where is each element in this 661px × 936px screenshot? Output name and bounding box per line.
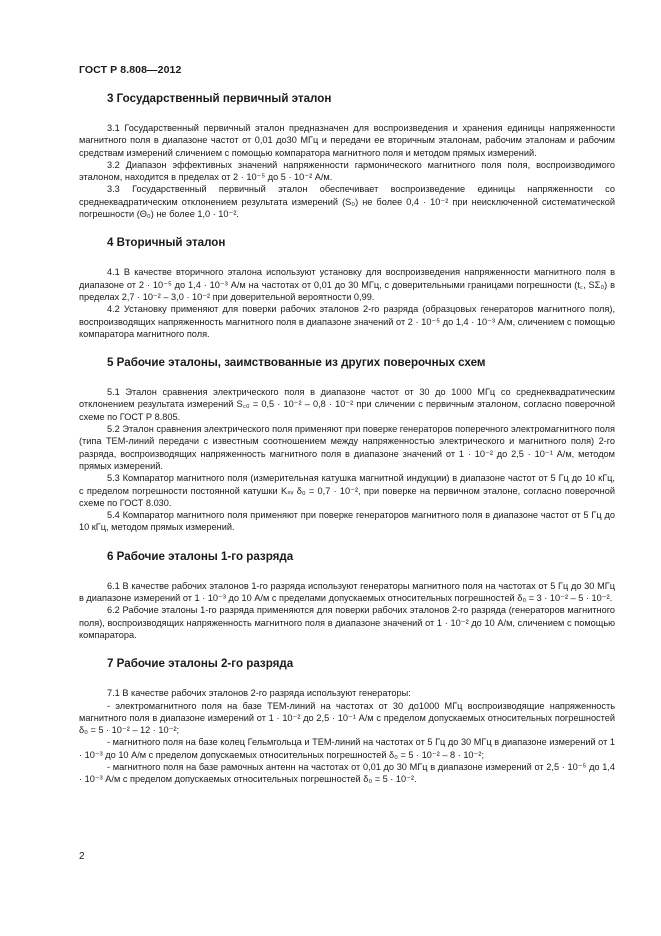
paragraph: 5.3 Компаратор магнитного поля (измерительная катушка магнитной индукции) в диапазоне частот от 5 Гц до 10 кГц, с пределом погрешности постоянной катушки Kₛᵥ δ₀ = 0,7 · 10⁻², при поверке на первичном эталоне, согласно поверочной схеме по ГОСТ 8.030. bbox=[79, 473, 615, 508]
paragraph: 5.4 Компаратор магнитного поля применяют при поверке генераторов магнитного поля в диапазоне частот от 5 Гц до 10 кГц, методом прямых измерений. bbox=[79, 510, 615, 533]
paragraph: 6.2 Рабочие эталоны 1-го разряда применяются для поверки рабочих эталонов 2-го разряда (генераторов магнитного поля), воспроизводящих напряженность магнитного поля в диапазоне значений от 1 · 10⁻² до 10 А/м, сличением с помощью компаратора. bbox=[79, 605, 615, 640]
list-item: - электромагнитного поля на базе ТЕМ-линий на частотах от 30 до1000 МГц воспроизводящие напряженность магнитного поля в диапазоне измерений от 1 · 10⁻² до 2,5 · 10⁻¹ А/м с пределом допускаемых относительных погрешностей δ₀ = 5 · 10⁻² – 12 · 10⁻²; bbox=[79, 700, 615, 736]
list-item: - магнитного поля на базе колец Гельмгольца и ТЕМ-линий на частотах от 5 Гц до 30 МГц в диапазоне измерений от 1 · 10⁻³ до 10 А/м с пределом допускаемых относительных погрешностей δ₀ = 5 · 10⁻² – 8 · 10⁻²; bbox=[79, 737, 615, 760]
section-title: 7 Рабочие эталоны 2-го разряда bbox=[107, 657, 294, 671]
section-4 bbox=[79, 236, 615, 340]
section-title: 6 Рабочие эталоны 1-го разряда bbox=[107, 549, 294, 563]
document-code: ГОСТ Р 8.808—2012 bbox=[79, 64, 182, 76]
section-title: 5 Рабочие эталоны, заимствованные из других поверочных схем bbox=[107, 356, 486, 370]
section-7 bbox=[79, 657, 615, 785]
paragraph: 3.1 Государственный первичный эталон предназначен для воспроизведения и хранения единицы напряженности магнитного поля в диапазоне частот от 0,01 до30 МГц и передачи ее вторичным эталонам, рабочим эталонам и рабочим средствам измерений сличением с помощью компаратора магнитного поля и методом прямых измерений. bbox=[79, 123, 615, 158]
section-title: 4 Вторичный эталон bbox=[107, 236, 226, 250]
list-item: - магнитного поля на базе рамочных антенн на частотах от 0,01 до 30 МГц в диапазоне измерений от 2,5 · 10⁻⁵ до 1,4 · 10⁻³ А/м с пределом допускаемых относительных погрешностей δ₀ = 5 · 10⁻². bbox=[79, 761, 615, 785]
paragraph: 3.2 Диапазон эффективных значений напряженности гармонического магнитного поля поля, воспроизводимого эталоном, находится в пределах от 2 · 10⁻⁵ до 5 · 10⁻² А/м. bbox=[79, 159, 615, 183]
section-5 bbox=[79, 356, 615, 534]
section-6 bbox=[79, 550, 615, 641]
paragraph: 4.1 В качестве вторичного эталона используют установку для воспроизведения напряженности магнитного поля в диапазоне от 2 · 10⁻⁵ до 1,4 · 10⁻³ А/м на частотах от 0,01 до 30 МГц, с доверительными границами погрешности (t꜀, SΣ₀) в пределах 2,7 · 10⁻² – 3,0 · 10⁻² при доверительной вероятности 0,99. bbox=[79, 267, 615, 302]
paragraph: 5.2 Эталон сравнения электрического поля применяют при поверке генераторов поперечного электромагнитного поля (типа ТЕМ-линий передачи с известным соотношением между напряженностью электрического и магнитного поля) 2-го разряда, воспроизводящих напряженность магнитного поля в диапазоне значений от 1 · 10⁻² до 2,5 · 10⁻¹ А/м, методом прямых измерений. bbox=[79, 424, 615, 471]
paragraph: 7.1 В качестве рабочих эталонов 2-го разряда используют генераторы: bbox=[107, 688, 411, 699]
document-body bbox=[79, 92, 615, 786]
paragraph: 3.3 Государственный первичный эталон обеспечивает воспроизведение единицы напряженности со среднеквадратическим отклонением результата измерений (S₀) не более 0,4 · 10⁻² при неисключенной систематической погрешности (Θ₀) не более 1,0 · 10⁻². bbox=[79, 184, 615, 220]
section-3 bbox=[79, 92, 615, 220]
paragraph: 5.1 Эталон сравнения электрического поля в диапазоне частот от 30 до 1000 МГц со среднеквадратическим отклонением результата измерений S꜀₀ = 0,5 · 10⁻² – 0,8 · 10⁻² при сличении с первичным эталоном, согласно поверочной схеме по ГОСТ Р 8.805. bbox=[79, 387, 615, 422]
paragraph: 4.2 Установку применяют для поверки рабочих эталонов 2-го разряда (образцовых генераторов магнитного поля), воспроизводящих напряженность магнитного поля в диапазоне значений от 2 · 10⁻⁵ до 1,4 · 10⁻³ А/м, сличением с помощью компаратора магнитного поля. bbox=[79, 304, 615, 339]
paragraph: 6.1 В качестве рабочих эталонов 1-го разряда используют генераторы магнитного поля на частотах от 5 Гц до 30 МГц в диапазоне измерений от 1 · 10⁻³ до 10 А/м с пределами допускаемых относительных погрешностей δ₀ = 3 · 10⁻² – 5 · 10⁻². bbox=[79, 580, 615, 604]
page-number: 2 bbox=[79, 851, 85, 862]
section-title: 3 Государственный первичный эталон bbox=[107, 92, 332, 105]
